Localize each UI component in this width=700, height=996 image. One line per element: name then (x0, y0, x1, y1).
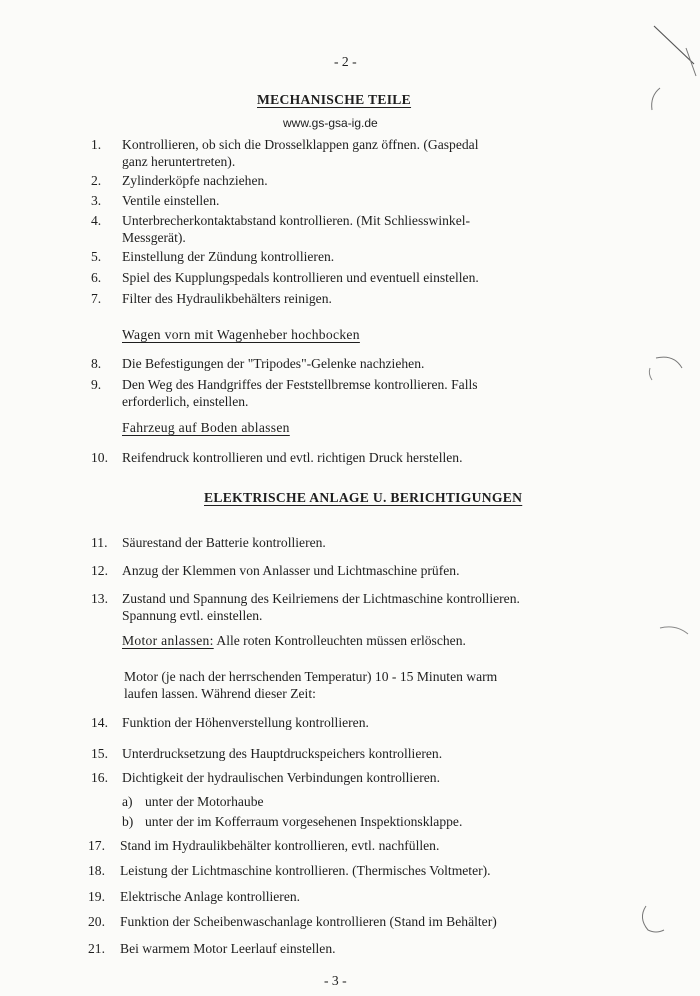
item-number: 14. (91, 715, 108, 730)
item-text: Ventile einstellen. (122, 193, 220, 208)
item-text: Anzug der Klemmen von Anlasser und Lichtmaschine prüfen. (122, 563, 460, 578)
page-number-bottom: - 3 - (324, 973, 347, 988)
item-number: 11. (91, 535, 108, 550)
item-text: Funktion der Scheibenwaschanlage kontrollieren (Stand im Behälter) (120, 914, 497, 929)
item-number: 16. (91, 770, 108, 785)
item-text: Säurestand der Batterie kontrollieren. (122, 535, 326, 550)
motor-start-text: Alle roten Kontrolleuchten müssen erlöschen. (216, 633, 466, 648)
item-text: Unterbrecherkontaktabstand kontrollieren. (Mit Schliesswinkel- Messgerät). (122, 213, 471, 245)
item-text: Den Weg des Handgriffes der Feststellbremse kontrollieren. Falls erforderlich, einstellen. (122, 377, 478, 409)
item-text: Funktion der Höhenverstellung kontrollieren. (122, 715, 369, 730)
item-number: 17. (88, 838, 105, 853)
item-number: 15. (91, 746, 108, 761)
section-title-electrical: ELEKTRISCHE ANLAGE U. BERICHTIGUNGEN (204, 490, 523, 505)
item-text: Bei warmem Motor Leerlauf einstellen. (120, 941, 336, 956)
subheading-lower-vehicle: Fahrzeug auf Boden ablassen (122, 420, 290, 435)
item-text: Elektrische Anlage kontrollieren. (120, 889, 301, 904)
section-title-mechanical: MECHANISCHE TEILE (257, 92, 412, 107)
item-text: Die Befestigungen der "Tripodes"-Gelenke nachziehen. (122, 356, 425, 371)
item-text: Unterdrucksetzung des Hauptdruckspeichers kontrollieren. (122, 746, 443, 761)
item-text: Reifendruck kontrollieren und evtl. richtigen Druck herstellen. (122, 450, 463, 465)
item-text: Leistung der Lichtmaschine kontrollieren. (Thermisches Voltmeter). (120, 863, 491, 878)
item-number: 12. (91, 563, 108, 578)
item-text: Einstellung der Zündung kontrollieren. (122, 249, 335, 264)
item-number: 21. (88, 941, 105, 956)
item-number: 8. (91, 356, 102, 371)
item-text: Spiel des Kupplungspedals kontrollieren und eventuell einstellen. (122, 270, 479, 285)
item-text: Dichtigkeit der hydraulischen Verbindungen kontrollieren. (122, 770, 440, 785)
item-number: 20. (88, 914, 105, 929)
scan-mark-top-right (646, 18, 700, 113)
item-number: 5. (91, 249, 102, 264)
item-text: Zustand und Spannung des Keilriemens der Lichtmaschine kontrollieren. Spannung evtl. einstellen. (122, 591, 520, 623)
item-number: 6. (91, 270, 102, 285)
item-text: Stand im Hydraulikbehälter kontrollieren, evtl. nachfüllen. (120, 838, 440, 853)
sub-item-text: unter der im Kofferraum vorgesehenen Inspektionsklappe. (145, 814, 463, 829)
item-number: 7. (91, 291, 102, 306)
item-number: 13. (91, 591, 108, 606)
item-number: 1. (91, 137, 102, 152)
scan-mark-right-3 (636, 900, 676, 940)
item-number: 2. (91, 173, 102, 188)
website-url: www.gs-gsa-ig.de (283, 116, 378, 130)
item-number: 4. (91, 213, 102, 228)
sub-item-label: a) (122, 794, 133, 809)
item-number: 10. (91, 450, 108, 465)
page-number-top: - 2 - (334, 54, 357, 69)
sub-item-label: b) (122, 814, 134, 829)
item-number: 3. (91, 193, 102, 208)
motor-start-label: Motor anlassen: (122, 633, 214, 648)
warmup-note: Motor (je nach der herrschenden Temperatur) 10 - 15 Minuten warm laufen lassen. Während dieser Zeit: (124, 669, 498, 701)
item-number: 19. (88, 889, 105, 904)
item-number: 9. (91, 377, 102, 392)
item-text: Filter des Hydraulikbehälters reinigen. (122, 291, 332, 306)
motor-start-line (122, 633, 466, 649)
item-text: Kontrollieren, ob sich die Drosselklappen ganz öffnen. (Gaspedal ganz heruntertreten). (122, 137, 479, 169)
sub-item-text: unter der Motorhaube (145, 794, 264, 809)
item-number: 18. (88, 863, 105, 878)
item-text: Zylinderköpfe nachziehen. (122, 173, 268, 188)
scan-mark-right-2 (654, 620, 694, 650)
subheading-jack-up: Wagen vorn mit Wagenheber hochbocken (122, 327, 360, 342)
scan-mark-right-1 (644, 350, 684, 390)
